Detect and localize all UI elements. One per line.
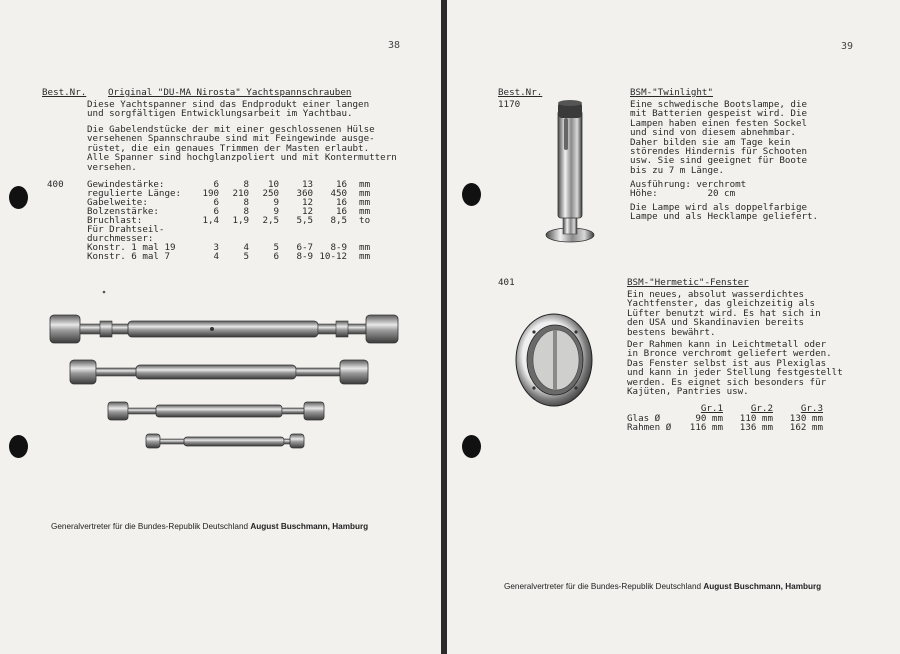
spec-value: 8-9 [330,242,348,253]
turnbuckle-spec-table [87,180,370,261]
best-nr-label-left: Best.Nr. [42,87,87,98]
turnbuckles-photo [40,285,410,460]
size-label: Glas Ø [627,412,661,424]
spec-value: 10-12 [319,251,348,262]
spec-value: 5 [273,242,280,253]
punch-hole [462,183,481,206]
item-number-1170: 1170 [498,99,521,110]
spec-value: 10 [267,179,280,190]
spec-value: 8,5 [330,215,348,226]
spec-value: 190 [202,188,220,199]
spec-value: 210 [232,188,250,199]
spec-value: 6 [273,251,280,262]
spec-value: 5,5 [296,215,314,226]
spec-value: 8-9 [296,251,314,262]
size-value: 136 mm [739,422,773,433]
size-header: Gr.2 [750,403,773,414]
spec-value: 16 [335,197,348,208]
hermetic-window-photo [514,312,596,408]
hermetic-title: BSM-"Hermetic"-Fenster [627,277,749,288]
spec-unit: to [359,215,371,226]
page-number-left: 38 [388,40,401,51]
turnbuckle-heading: Original "DU-MA Nirosta" Yachtspannschrauben [108,87,352,98]
size-value: 110 mm [739,412,773,424]
spec-unit: mm [359,179,371,190]
right-page [447,0,900,654]
best-nr-label-right: Best.Nr. [498,87,543,98]
turnbuckle-8mm [146,434,304,448]
spec-unit [347,225,370,234]
spec-value: 1,9 [232,215,250,226]
size-value: 90 mm [695,412,723,424]
turnbuckle-intro: Diese Yachtspanner sind das Endprodukt einer langen und sorgfältigen Entwicklungsarbeit im Yachtbau. [87,99,370,120]
spec-value [219,225,249,234]
spec-value: 12 [301,197,314,208]
spec-value: 6-7 [296,242,314,253]
spec-label: Bolzenstärke: [87,206,159,217]
spec-label: durchmesser: [87,233,154,244]
twinlight-variants: Die Lampe wird als doppelfarbige Lampe und als Hecklampe geliefert. [630,202,819,223]
spec-unit: mm [359,188,371,199]
size-label: Rahmen Ø [627,422,672,433]
spec-value: 250 [262,188,280,199]
spec-value: 360 [296,188,314,199]
size-value: 162 mm [789,422,823,433]
spec-unit: mm [359,206,371,217]
spec-value [313,225,347,234]
spec-value: 9 [273,197,280,208]
spec-label: Gewindestärke: [87,179,165,190]
spec-row [87,252,370,261]
spec-value: 6 [213,179,220,190]
turnbuckle-13mm [70,360,368,384]
item-number-400: 400 [47,179,64,190]
spec-unit: mm [359,242,371,253]
twinlight-finish: Ausführung: verchromt Höhe: 20 cm [630,179,747,200]
spec-value: 3 [213,242,220,253]
turnbuckle-description: Die Gabelendstücke der mit einer geschlossenen Hülse versehenen Spannschraube sind mit Feingewinde ausge- rüstet, die ein genaues Trimmen der Masten erlaubt. Alle Spanner sind hochglanzpoliert und mit Kontermuttern versehen. [87,124,397,173]
spec-value: 16 [335,206,348,217]
size-row [627,423,823,433]
hermetic-intro: Ein neues, absolut wasserdichtes Yachtfenster, das gleichzeitig als Lüfter benutzt wird. Es hat sich in den USA und Skandinavien bereits bestens bewährt. [627,289,821,338]
spec-value: 8 [243,197,250,208]
left-page [0,0,441,654]
spec-value: 450 [330,188,348,199]
spec-value: 5 [243,251,250,262]
turnbuckle-10mm [108,402,324,420]
size-header: Gr.1 [700,403,723,414]
spec-value: 1,4 [202,215,220,226]
hermetic-description: Der Rahmen kann in Leichtmetall oder in Bronce verchromt geliefert werden. Das Fenster selbst ist aus Plexiglas und kann in jeder Stellung festgestellt werden. Es eignet sich besonders für Kajüten, Pantries usw. [627,339,843,398]
punch-hole [9,435,28,458]
spec-label: Gabelweite: [87,197,148,208]
footer-company: August Buschmann, Hamburg [250,522,369,531]
spec-label: Für Drahtseil- [87,224,165,235]
spec-value [279,225,313,234]
spec-value: 4 [213,251,220,262]
spec-label: Konstr. 1 mal 19 [87,242,176,253]
item-number-401: 401 [498,277,515,288]
punch-hole [9,186,28,209]
spec-value: 8 [243,206,250,217]
spec-value: 13 [301,179,314,190]
footer-company: August Buschmann, Hamburg [703,582,822,591]
spec-value: 9 [273,206,280,217]
spec-value: 4 [243,242,250,253]
spec-value: 8 [243,179,250,190]
spec-label: regulierte Länge: [87,188,182,199]
spec-value [181,225,219,234]
spec-value: 2,5 [262,215,280,226]
size-header: Gr.3 [800,403,823,414]
footer-right [504,582,821,591]
footer-prefix: Generalvertreter für die Bundes-Republik Deutschland [51,522,251,531]
punch-hole [462,435,481,458]
dust-speck [103,291,106,294]
spec-value: 12 [301,206,314,217]
spec-unit: mm [359,251,371,262]
hermetic-size-table [627,404,823,433]
twinlight-lamp-photo [542,98,602,248]
twinlight-title: BSM-"Twinlight" [630,87,713,98]
spec-label: Konstr. 6 mal 7 [87,251,170,262]
spec-value: 6 [213,197,220,208]
size-value: 130 mm [789,412,823,424]
spec-value [249,225,279,234]
footer-prefix: Generalvertreter für die Bundes-Republik Deutschland [504,582,704,591]
turnbuckle-16mm [50,315,398,343]
twinlight-description: Eine schwedische Bootslampe, die mit Batterien gespeist wird. Die Lampen haben einen festen Sockel und sind von diesem abnehmbar. Daher bilden sie am Tage kein störendes Hindernis für Schooten usw. Sie sind geeignet für Boote bis zu 7 m Länge. [630,99,808,176]
size-value: 116 mm [689,422,723,433]
spec-unit: mm [359,197,371,208]
spec-label: Bruchlast: [87,215,143,226]
spec-value: 6 [213,206,220,217]
footer-left [51,522,368,531]
spec-value: 16 [335,179,348,190]
page-number-right: 39 [841,41,854,52]
